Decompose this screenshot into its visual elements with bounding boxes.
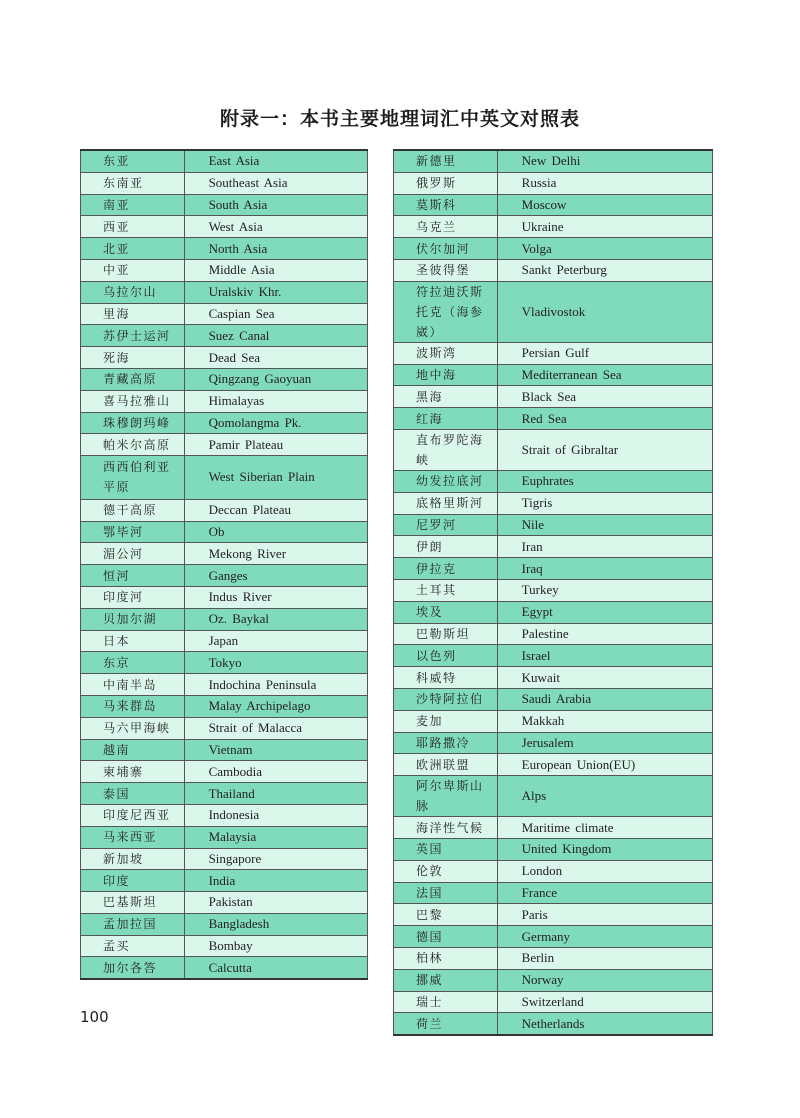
table-row — [394, 947, 713, 969]
chinese-term: 莫斯科 — [394, 194, 498, 216]
english-term: Persian Gulf — [497, 342, 712, 364]
english-term: Turkey — [497, 579, 712, 601]
english-term: Moscow — [497, 194, 712, 216]
chinese-term: 波斯湾 — [394, 342, 498, 364]
table-row — [81, 434, 368, 456]
english-term: Russia — [497, 172, 712, 194]
chinese-term: 巴勒斯坦 — [394, 623, 498, 645]
english-term: Makkah — [497, 710, 712, 732]
english-term: Vietnam — [184, 739, 367, 761]
table-row — [81, 848, 368, 870]
table-row — [394, 754, 713, 776]
chinese-term: 乌拉尔山 — [81, 281, 185, 303]
table-row — [394, 969, 713, 991]
english-term: Saudi Arabia — [497, 688, 712, 710]
chinese-term: 欧洲联盟 — [394, 754, 498, 776]
english-term: Cambodia — [184, 761, 367, 783]
english-term: Bangladesh — [184, 913, 367, 935]
english-term: Strait of Gibraltar — [497, 429, 712, 470]
chinese-term: 荷兰 — [394, 1013, 498, 1035]
english-term: Alps — [497, 776, 712, 817]
table-row — [394, 408, 713, 430]
english-term: Thailand — [184, 783, 367, 805]
english-term: Oz. Baykal — [184, 608, 367, 630]
chinese-term: 红海 — [394, 408, 498, 430]
english-term: Mediterranean Sea — [497, 364, 712, 386]
chinese-term: 伏尔加河 — [394, 238, 498, 260]
chinese-term: 西西伯利亚平原 — [81, 456, 185, 500]
english-term: Middle Asia — [184, 259, 367, 281]
english-term: Pamir Plateau — [184, 434, 367, 456]
table-row — [394, 259, 713, 281]
chinese-term: 伦敦 — [394, 860, 498, 882]
chinese-term: 土耳其 — [394, 579, 498, 601]
table-row — [81, 783, 368, 805]
page-title: 附录一：本书主要地理词汇中英文对照表 — [219, 108, 580, 130]
english-term: Kuwait — [497, 667, 712, 689]
english-term: Southeast Asia — [184, 172, 367, 194]
english-term: Iran — [497, 536, 712, 558]
chinese-term: 法国 — [394, 882, 498, 904]
table-row — [394, 688, 713, 710]
table-row — [394, 732, 713, 754]
english-term: Nile — [497, 514, 712, 536]
chinese-term: 巴黎 — [394, 904, 498, 926]
chinese-term: 巴基斯坦 — [81, 892, 185, 914]
chinese-term: 南亚 — [81, 194, 185, 216]
chinese-term: 科威特 — [394, 667, 498, 689]
table-row — [81, 259, 368, 281]
chinese-term: 里海 — [81, 303, 185, 325]
english-term: Singapore — [184, 848, 367, 870]
english-term: Dead Sea — [184, 347, 367, 369]
table-row — [81, 674, 368, 696]
chinese-term: 东亚 — [81, 150, 185, 172]
table-row — [394, 238, 713, 260]
english-term: Red Sea — [497, 408, 712, 430]
table-row — [81, 368, 368, 390]
english-term: Ukraine — [497, 216, 712, 238]
chinese-term: 死海 — [81, 347, 185, 369]
chinese-term: 越南 — [81, 739, 185, 761]
chinese-term: 苏伊士运河 — [81, 325, 185, 347]
chinese-term: 瑞士 — [394, 991, 498, 1013]
table-row — [81, 608, 368, 630]
english-term: North Asia — [184, 238, 367, 260]
table-row — [81, 935, 368, 957]
table-row — [394, 216, 713, 238]
chinese-term: 中南半岛 — [81, 674, 185, 696]
chinese-term: 泰国 — [81, 783, 185, 805]
table-row — [394, 882, 713, 904]
english-term: Maritime climate — [497, 817, 712, 839]
english-term: East Asia — [184, 150, 367, 172]
chinese-term: 日本 — [81, 630, 185, 652]
table-row — [81, 172, 368, 194]
english-term: European Union(EU) — [497, 754, 712, 776]
table-row — [81, 913, 368, 935]
table-row — [394, 991, 713, 1013]
english-term: Berlin — [497, 947, 712, 969]
english-term: Norway — [497, 969, 712, 991]
table-row — [394, 645, 713, 667]
english-term: Sankt Peterburg — [497, 259, 712, 281]
chinese-term: 中亚 — [81, 259, 185, 281]
chinese-term: 黑海 — [394, 386, 498, 408]
table-row — [394, 470, 713, 492]
table-row — [394, 194, 713, 216]
table-row — [81, 216, 368, 238]
table-row — [81, 499, 368, 521]
table-row — [81, 652, 368, 674]
page-number: 100 — [80, 1008, 109, 1026]
table-row — [394, 838, 713, 860]
table-row — [81, 390, 368, 412]
table-row — [394, 1013, 713, 1035]
table-row — [81, 194, 368, 216]
table-row — [81, 695, 368, 717]
chinese-term: 阿尔卑斯山脉 — [394, 776, 498, 817]
chinese-term: 海洋性气候 — [394, 817, 498, 839]
chinese-term: 以色列 — [394, 645, 498, 667]
chinese-term: 印度尼西亚 — [81, 804, 185, 826]
english-term: Calcutta — [184, 957, 367, 979]
chinese-term: 德干高原 — [81, 499, 185, 521]
chinese-term: 鄂毕河 — [81, 521, 185, 543]
table-row — [81, 630, 368, 652]
table-row — [81, 543, 368, 565]
table-row — [394, 172, 713, 194]
english-term: Japan — [184, 630, 367, 652]
english-term: Tigris — [497, 492, 712, 514]
english-term: Paris — [497, 904, 712, 926]
table-row — [394, 926, 713, 948]
table-row — [81, 892, 368, 914]
english-term: Qingzang Gaoyuan — [184, 368, 367, 390]
table-row — [394, 281, 713, 342]
english-term: Egypt — [497, 601, 712, 623]
glossary-table-right-body — [394, 150, 713, 1035]
english-term: Indonesia — [184, 804, 367, 826]
chinese-term: 直布罗陀海峡 — [394, 429, 498, 470]
chinese-term: 贝加尔湖 — [81, 608, 185, 630]
english-term: West Siberian Plain — [184, 456, 367, 500]
english-term: Pakistan — [184, 892, 367, 914]
table-row — [81, 347, 368, 369]
table-row — [81, 325, 368, 347]
table-row — [81, 456, 368, 500]
chinese-term: 乌克兰 — [394, 216, 498, 238]
english-term: Mekong River — [184, 543, 367, 565]
english-term: London — [497, 860, 712, 882]
chinese-term: 沙特阿拉伯 — [394, 688, 498, 710]
english-term: Ob — [184, 521, 367, 543]
english-term: Qomolangma Pk. — [184, 412, 367, 434]
table-row — [81, 150, 368, 172]
english-term: South Asia — [184, 194, 367, 216]
chinese-term: 孟加拉国 — [81, 913, 185, 935]
english-term: Bombay — [184, 935, 367, 957]
chinese-term: 东京 — [81, 652, 185, 674]
english-term: Indus River — [184, 586, 367, 608]
table-row — [81, 870, 368, 892]
english-term: Deccan Plateau — [184, 499, 367, 521]
english-term: Volga — [497, 238, 712, 260]
english-term: India — [184, 870, 367, 892]
english-term: Switzerland — [497, 991, 712, 1013]
english-term: United Kingdom — [497, 838, 712, 860]
table-row — [394, 342, 713, 364]
english-term: Vladivostok — [497, 281, 712, 342]
chinese-term: 喜马拉雅山 — [81, 390, 185, 412]
english-term: Iraq — [497, 558, 712, 580]
chinese-term: 青藏高原 — [81, 368, 185, 390]
english-term: Uralskiv Khr. — [184, 281, 367, 303]
chinese-term: 英国 — [394, 838, 498, 860]
chinese-term: 马来群岛 — [81, 695, 185, 717]
table-row — [81, 739, 368, 761]
english-term: Himalayas — [184, 390, 367, 412]
english-term: France — [497, 882, 712, 904]
chinese-term: 尼罗河 — [394, 514, 498, 536]
chinese-term: 埃及 — [394, 601, 498, 623]
chinese-term: 孟买 — [81, 935, 185, 957]
table-row — [394, 150, 713, 172]
chinese-term: 耶路撒冷 — [394, 732, 498, 754]
english-term: West Asia — [184, 216, 367, 238]
english-term: Euphrates — [497, 470, 712, 492]
english-term: Israel — [497, 645, 712, 667]
table-row — [81, 412, 368, 434]
table-row — [81, 586, 368, 608]
table-row — [394, 623, 713, 645]
chinese-term: 马六甲海峡 — [81, 717, 185, 739]
chinese-term: 恒河 — [81, 565, 185, 587]
english-term: Tokyo — [184, 652, 367, 674]
table-row — [394, 386, 713, 408]
table-row — [81, 565, 368, 587]
table-row — [394, 667, 713, 689]
glossary-table-left-body — [81, 150, 368, 979]
table-row — [394, 536, 713, 558]
english-term: Palestine — [497, 623, 712, 645]
chinese-term: 加尔各答 — [81, 957, 185, 979]
english-term: Caspian Sea — [184, 303, 367, 325]
table-row — [81, 303, 368, 325]
chinese-term: 圣彼得堡 — [394, 259, 498, 281]
chinese-term: 新加坡 — [81, 848, 185, 870]
english-term: Ganges — [184, 565, 367, 587]
english-term: Malaysia — [184, 826, 367, 848]
chinese-term: 柏林 — [394, 947, 498, 969]
english-term: Jerusalem — [497, 732, 712, 754]
chinese-term: 湄公河 — [81, 543, 185, 565]
table-row — [81, 238, 368, 260]
chinese-term: 北亚 — [81, 238, 185, 260]
chinese-term: 帕米尔高原 — [81, 434, 185, 456]
table-row — [81, 521, 368, 543]
table-row — [394, 579, 713, 601]
chinese-term: 柬埔寨 — [81, 761, 185, 783]
chinese-term: 挪威 — [394, 969, 498, 991]
chinese-term: 底格里斯河 — [394, 492, 498, 514]
table-row — [394, 904, 713, 926]
glossary-table-right — [393, 149, 713, 1036]
chinese-term: 德国 — [394, 926, 498, 948]
english-term: Black Sea — [497, 386, 712, 408]
chinese-term: 印度 — [81, 870, 185, 892]
english-term: New Delhi — [497, 150, 712, 172]
table-row — [81, 957, 368, 979]
table-row — [81, 804, 368, 826]
table-row — [394, 710, 713, 732]
table-row — [394, 558, 713, 580]
table-row — [394, 514, 713, 536]
english-term: Germany — [497, 926, 712, 948]
english-term: Malay Archipelago — [184, 695, 367, 717]
chinese-term: 印度河 — [81, 586, 185, 608]
table-row — [394, 492, 713, 514]
chinese-term: 地中海 — [394, 364, 498, 386]
chinese-term: 西亚 — [81, 216, 185, 238]
chinese-term: 新德里 — [394, 150, 498, 172]
chinese-term: 麦加 — [394, 710, 498, 732]
table-row — [394, 860, 713, 882]
chinese-term: 马来西亚 — [81, 826, 185, 848]
chinese-term: 伊朗 — [394, 536, 498, 558]
table-row — [394, 601, 713, 623]
table-row — [81, 281, 368, 303]
table-row — [81, 717, 368, 739]
chinese-term: 东南亚 — [81, 172, 185, 194]
table-row — [81, 826, 368, 848]
english-term: Netherlands — [497, 1013, 712, 1035]
table-row — [394, 776, 713, 817]
chinese-term: 伊拉克 — [394, 558, 498, 580]
chinese-term: 俄罗斯 — [394, 172, 498, 194]
chinese-term: 符拉迪沃斯托克（海参崴） — [394, 281, 498, 342]
chinese-term: 幼发拉底河 — [394, 470, 498, 492]
english-term: Strait of Malacca — [184, 717, 367, 739]
glossary-table-left — [80, 149, 368, 980]
table-row — [394, 364, 713, 386]
table-row — [394, 817, 713, 839]
english-term: Indochina Peninsula — [184, 674, 367, 696]
english-term: Suez Canal — [184, 325, 367, 347]
table-row — [394, 429, 713, 470]
chinese-term: 珠穆朗玛峰 — [81, 412, 185, 434]
table-row — [81, 761, 368, 783]
